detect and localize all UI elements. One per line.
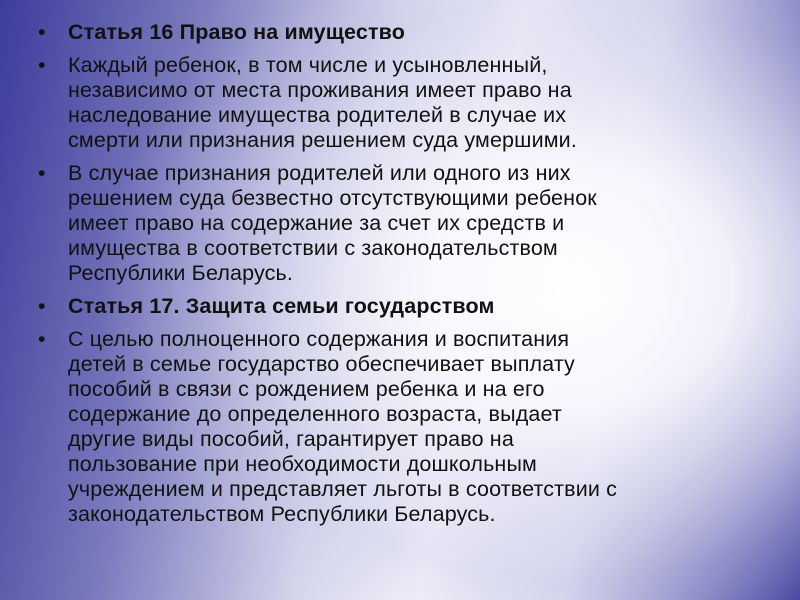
text-line: законодательством Республики Беларусь.	[68, 502, 496, 526]
text-line: Республики Беларусь.	[68, 261, 294, 285]
text-line: имущества в соответствии с законодательством	[68, 236, 558, 260]
text-line: другие виды пособий, гарантирует право на	[68, 427, 514, 451]
text-line: независимо от места проживания имеет право на	[68, 78, 572, 102]
text-line: В случае признания родителей или одного из них	[68, 161, 571, 185]
bullet-icon: •	[38, 327, 46, 351]
bullet-icon: •	[38, 20, 46, 44]
text-line: имеет право на содержание за счет их средств и	[68, 211, 565, 235]
text-line: Статья 16 Право на имущество	[68, 20, 406, 44]
inheritance-right-paragraph	[38, 53, 768, 153]
text-line: наследование имущества родителей в случае их	[68, 103, 567, 127]
family-support-paragraph	[38, 327, 768, 527]
bullet-icon: •	[38, 53, 46, 77]
text-line: Каждый ребенок, в том числе и усыновленный,	[68, 53, 548, 77]
article-16-heading	[38, 20, 768, 45]
article-17-heading	[38, 294, 768, 319]
text-line: детей в семье государство обеспечивает выплату	[68, 352, 575, 376]
text-line: учреждением и представляет льготы в соответствии с	[68, 477, 618, 501]
bullet-icon: •	[38, 294, 46, 318]
text-line: содержание до определенного возраста, выдает	[68, 402, 562, 426]
text-line: пользование при необходимости дошкольным	[68, 452, 537, 476]
text-line: смерти или признания решением суда умершими.	[68, 128, 577, 152]
text-line: решением суда безвестно отсутствующими ребенок	[68, 186, 597, 210]
text-line: пособий в связи с рождением ребенка и на его	[68, 377, 545, 401]
bullet-icon: •	[38, 161, 46, 185]
maintenance-right-paragraph	[38, 161, 768, 286]
bullet-list	[38, 20, 768, 535]
text-line: С целью полноценного содержания и воспитания	[68, 327, 570, 351]
text-line: Статья 17. Защита семьи государством	[68, 294, 495, 318]
